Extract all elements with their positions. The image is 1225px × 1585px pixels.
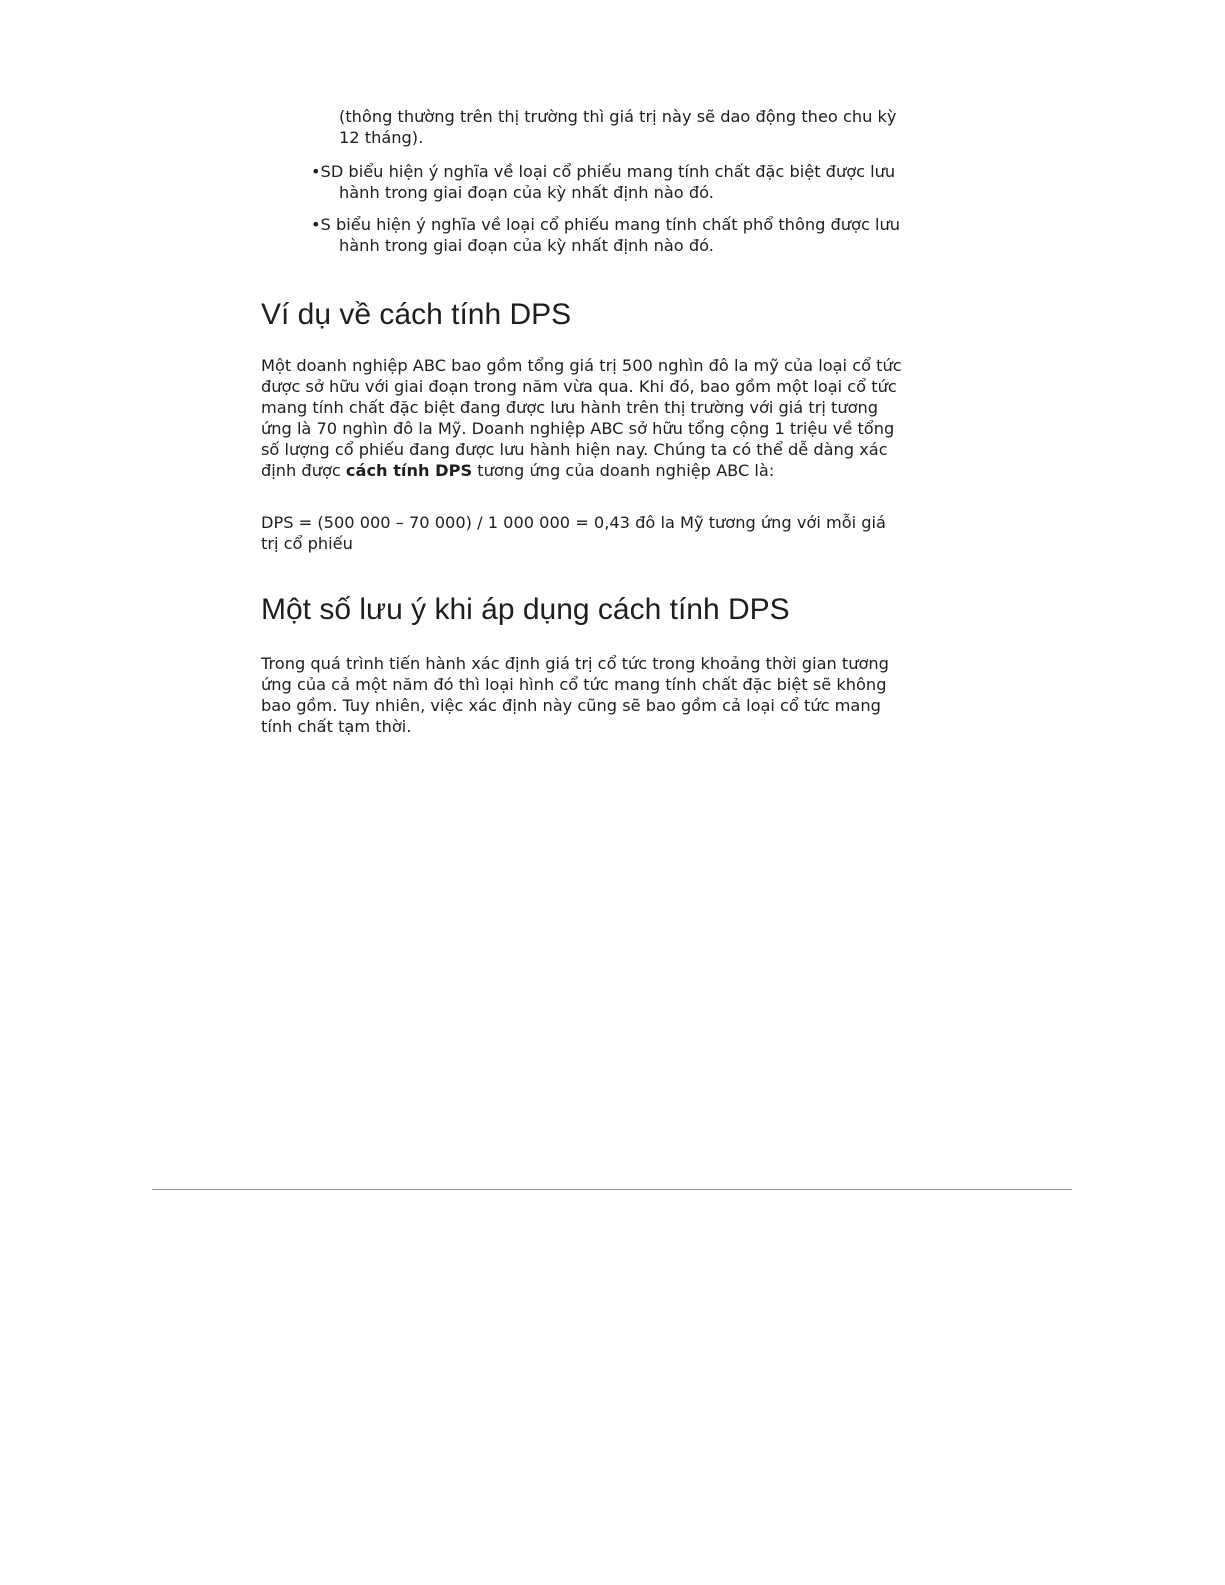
- text-line: Một doanh nghiệp ABC bao gồm tổng giá trị 500 nghìn đô la mỹ của loại cổ tức: [261, 356, 902, 375]
- bullet-text-continued: hành trong giai đoạn của kỳ nhất định nào đó.: [339, 236, 714, 255]
- example-paragraph: [261, 355, 961, 481]
- formula-line: DPS = (500 000 – 70 000) / 1 000 000 = 0,43 đô la Mỹ tương ứng với mỗi giá: [261, 513, 886, 532]
- list-item: [311, 161, 971, 203]
- continuation-text: [339, 106, 959, 148]
- formula-paragraph: [261, 512, 961, 554]
- text-line: ứng là 70 nghìn đô la Mỹ. Doanh nghiệp ABC sở hữu tổng cộng 1 triệu về tổng: [261, 419, 895, 438]
- text-line: được sở hữu với giai đoạn trong năm vừa qua. Khi đó, bao gồm một loại cổ tức: [261, 377, 897, 396]
- footer-divider: [152, 1189, 1072, 1190]
- text-line: bao gồm. Tuy nhiên, việc xác định này cũng sẽ bao gồm cả loại cổ tức mang: [261, 696, 881, 715]
- bullet-text: •S biểu hiện ý nghĩa về loại cổ phiếu mang tính chất phổ thông được lưu: [311, 215, 901, 234]
- text-line: [261, 460, 961, 481]
- text-run: định được: [261, 461, 346, 480]
- text-line: tính chất tạm thời.: [261, 717, 412, 736]
- bullet-text-continued: hành trong giai đoạn của kỳ nhất định nào đó.: [339, 183, 714, 202]
- bold-term: cách tính DPS: [345, 461, 473, 480]
- list-item: [311, 214, 971, 256]
- text-line: ứng của cả một năm đó thì loại hình cổ tức mang tính chất đặc biệt sẽ không: [261, 675, 887, 694]
- section-heading-notes: Một số lưu ý khi áp dụng cách tính DPS: [261, 593, 790, 626]
- bullet-text: •SD biểu hiện ý nghĩa về loại cổ phiếu mang tính chất đặc biệt được lưu: [311, 162, 896, 181]
- bullet-list: [311, 161, 971, 267]
- text-line: Trong quá trình tiến hành xác định giá trị cổ tức trong khoảng thời gian tương: [261, 654, 889, 673]
- text-line: (thông thường trên thị trường thì giá trị này sẽ dao động theo chu kỳ: [339, 107, 897, 126]
- text-line: 12 tháng).: [339, 128, 424, 147]
- formula-line: trị cổ phiếu: [261, 534, 353, 553]
- text-line: mang tính chất đặc biệt đang được lưu hành trên thị trường với giá trị tương: [261, 398, 879, 417]
- notes-paragraph: [261, 653, 961, 737]
- text-line: số lượng cổ phiếu đang được lưu hành hiện nay. Chúng ta có thể dễ dàng xác: [261, 440, 888, 459]
- text-run: tương ứng của doanh nghiệp ABC là:: [472, 461, 775, 480]
- section-heading-example: Ví dụ về cách tính DPS: [261, 298, 572, 331]
